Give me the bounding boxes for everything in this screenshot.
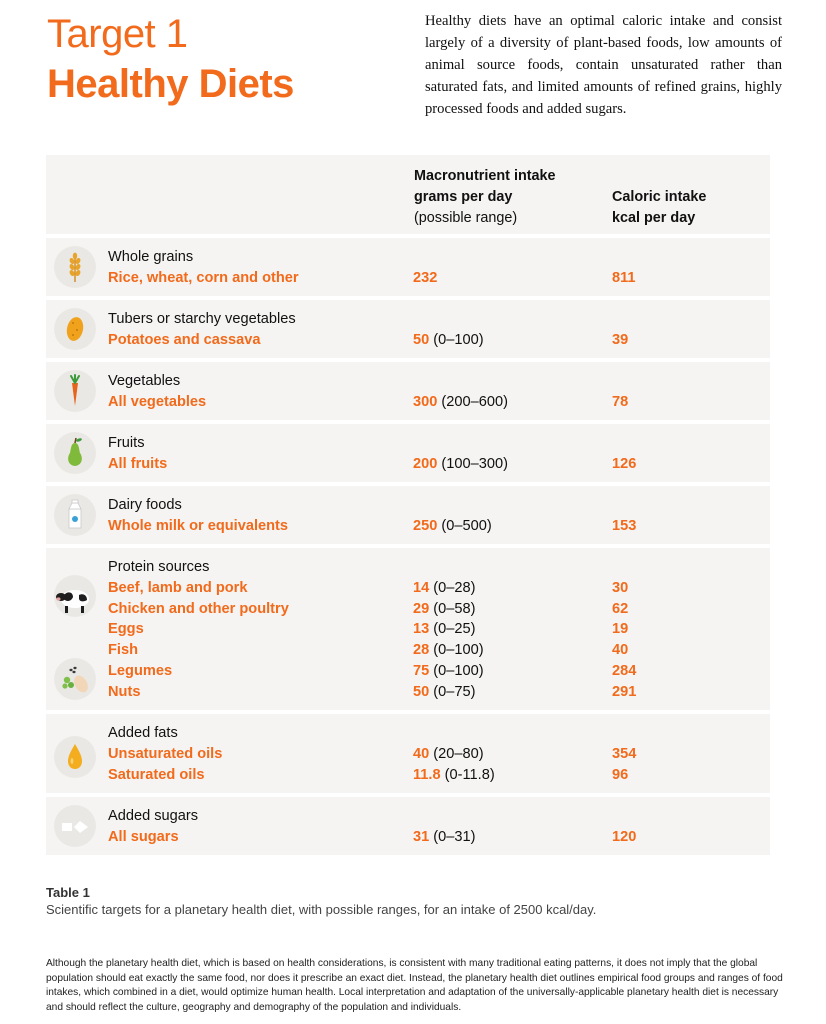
kcal-value: 30 xyxy=(612,580,629,596)
kcal-value: 811 xyxy=(612,270,636,286)
grams-range: (200–600) xyxy=(441,394,508,410)
item-name: Unsaturated oils xyxy=(108,746,223,762)
grams-number: 250 xyxy=(413,518,438,534)
kcal-column xyxy=(612,454,636,475)
header-cal-line1: Caloric intake xyxy=(612,189,707,205)
grams-value xyxy=(413,661,484,682)
kcal-value: 291 xyxy=(612,683,637,700)
potato-icon xyxy=(54,308,96,350)
carrot-icon xyxy=(54,370,96,412)
kcal-column xyxy=(612,744,636,785)
grams-value xyxy=(413,827,475,848)
footnote: Although the planetary health diet, which is based on health considerations, is consistent with many traditional eating patterns, it does not imply that the global population should eat exactly the same food, nor does it prescribe an exact diet. Instead, the planetary health diet outlines empirical food groups and ranges of food intakes, which combined in a diet, would optimize human health. Local interpretation and adaptation of the universally-applicable planetary health diet is necessary and should reflect the culture, geography and demography of the population and individuals. xyxy=(46,958,783,1013)
header-macro-line3: (possible range) xyxy=(414,210,518,226)
item-name: Legumes xyxy=(108,662,173,679)
header-caloric xyxy=(612,187,706,229)
grams-number: 200 xyxy=(413,456,438,472)
grams-value xyxy=(413,619,484,640)
grams-number: 11.8 xyxy=(413,766,441,783)
grams-number: 29 xyxy=(413,600,430,617)
grams-column xyxy=(413,744,495,785)
item-name: All vegetables xyxy=(108,394,207,410)
wheat-icon xyxy=(54,246,96,288)
grams-range: (0–58) xyxy=(433,600,476,617)
table-caption xyxy=(46,884,786,918)
kcal-value: 284 xyxy=(612,662,637,679)
item-name: Chicken and other poultry xyxy=(108,600,289,617)
grams-number: 50 xyxy=(413,332,430,348)
grams-column xyxy=(413,516,492,537)
kcal-column xyxy=(612,578,636,702)
grams-number: 40 xyxy=(413,746,430,762)
grams-range: (0–100) xyxy=(433,662,484,679)
grams-value xyxy=(413,268,437,289)
item-list xyxy=(108,454,167,475)
grams-number: 14 xyxy=(413,580,430,596)
item-name: All fruits xyxy=(108,456,168,472)
diet-targets-table xyxy=(46,155,770,859)
table-row-tubers xyxy=(46,300,770,358)
grams-number: 28 xyxy=(413,642,430,659)
milk-carton-icon xyxy=(54,494,96,536)
table-row-dairy xyxy=(46,486,770,544)
item-list xyxy=(108,392,206,413)
item-name: Nuts xyxy=(108,683,141,700)
grams-value xyxy=(413,392,508,413)
kcal-value: 62 xyxy=(612,600,629,617)
item-name: Eggs xyxy=(108,621,144,638)
caption-title: Table 1 xyxy=(46,885,90,900)
grams-range: (0–75) xyxy=(433,683,476,700)
table-row-added-fats xyxy=(46,714,770,793)
grams-range: (0–500) xyxy=(441,518,492,534)
category-label: Fruits xyxy=(108,435,145,451)
table-row-vegetables xyxy=(46,362,770,420)
category-label: Vegetables xyxy=(108,373,181,389)
grams-value xyxy=(413,640,484,661)
item-list xyxy=(108,268,299,289)
grams-range: (0–100) xyxy=(433,332,484,348)
item-name: Beef, lamb and pork xyxy=(108,580,248,596)
header-macro-line1: Macronutrient intake xyxy=(414,168,556,184)
grams-number: 300 xyxy=(413,394,438,410)
item-list xyxy=(108,330,261,351)
legumes-icon xyxy=(54,658,96,700)
item-name: Whole milk or equivalents xyxy=(108,518,289,534)
grams-column xyxy=(413,454,508,475)
grams-column xyxy=(413,330,484,351)
category-label: Protein sources xyxy=(108,559,210,575)
item-name: Potatoes and cassava xyxy=(108,332,261,348)
grams-value xyxy=(413,454,508,475)
sugar-cube-icon xyxy=(54,805,96,847)
item-name: All sugars xyxy=(108,829,179,845)
item-list xyxy=(108,744,222,785)
kcal-column xyxy=(612,330,628,351)
grams-value xyxy=(413,578,484,599)
kcal-value: 19 xyxy=(612,621,629,638)
kcal-value: 96 xyxy=(612,766,629,783)
table-row-whole-grains xyxy=(46,238,770,296)
category-label: Added fats xyxy=(108,725,178,741)
grams-number: 31 xyxy=(413,829,430,845)
grams-number: 75 xyxy=(413,662,430,679)
grams-number: 232 xyxy=(413,270,438,286)
grams-range: (100–300) xyxy=(441,456,508,472)
kcal-value: 120 xyxy=(612,829,637,845)
grams-range: (0–100) xyxy=(433,642,484,659)
item-list xyxy=(108,827,179,848)
item-name: Fish xyxy=(108,642,138,659)
kcal-value: 40 xyxy=(612,642,629,659)
grams-value xyxy=(413,744,495,765)
grams-range: (0-11.8) xyxy=(444,766,495,783)
item-name: Saturated oils xyxy=(108,766,205,783)
page-title-main: Healthy Diets xyxy=(47,62,294,106)
grams-value xyxy=(413,765,495,786)
grams-column xyxy=(413,578,484,702)
page-title-target: Target 1 xyxy=(47,12,188,56)
item-list xyxy=(108,516,288,537)
caption-text: Scientific targets for a planetary health diet, with possible ranges, for an intake of 2500 kcal/day. xyxy=(46,902,597,917)
kcal-value: 39 xyxy=(612,332,629,348)
grams-number: 50 xyxy=(413,683,430,700)
grams-number: 13 xyxy=(413,621,430,638)
grams-value xyxy=(413,330,484,351)
grams-value xyxy=(413,599,484,620)
oil-drop-icon xyxy=(54,736,96,778)
pear-icon xyxy=(54,432,96,474)
title-block xyxy=(47,10,294,110)
kcal-column xyxy=(612,268,636,289)
kcal-column xyxy=(612,516,636,537)
grams-range: (0–31) xyxy=(433,829,476,845)
grams-value xyxy=(413,682,484,703)
table-row-added-sugars xyxy=(46,797,770,855)
category-label: Tubers or starchy vegetables xyxy=(108,311,296,327)
grams-column xyxy=(413,268,437,289)
grams-range: (20–80) xyxy=(433,746,484,762)
header-macro-line2: grams per day xyxy=(414,189,513,205)
grams-column xyxy=(413,392,508,413)
table-row-fruits xyxy=(46,424,770,482)
kcal-column xyxy=(612,392,628,413)
item-name: Rice, wheat, corn and other xyxy=(108,270,299,286)
kcal-column xyxy=(612,827,636,848)
header-cal-line2: kcal per day xyxy=(612,210,696,226)
kcal-value: 354 xyxy=(612,746,637,762)
category-label: Added sugars xyxy=(108,808,199,824)
category-label: Whole grains xyxy=(108,249,194,265)
header-macronutrient xyxy=(414,166,556,229)
item-list xyxy=(108,578,289,702)
grams-range: (0–28) xyxy=(433,580,476,596)
grams-column xyxy=(413,827,475,848)
intro-paragraph: Healthy diets have an optimal caloric intake and consist largely of a diversity of plant-based foods, low amounts of animal source foods, contain unsaturated rather than saturated fats, and limited amounts of refined grains, highly processed foods and added sugars. xyxy=(425,13,782,117)
category-label: Dairy foods xyxy=(108,497,182,513)
grams-range: (0–25) xyxy=(433,621,476,638)
cow-icon xyxy=(54,575,96,617)
kcal-value: 78 xyxy=(612,394,629,410)
kcal-value: 153 xyxy=(612,518,637,534)
grams-value xyxy=(413,516,492,537)
kcal-value: 126 xyxy=(612,456,637,472)
table-row-protein xyxy=(46,548,770,710)
table-header xyxy=(46,155,770,234)
